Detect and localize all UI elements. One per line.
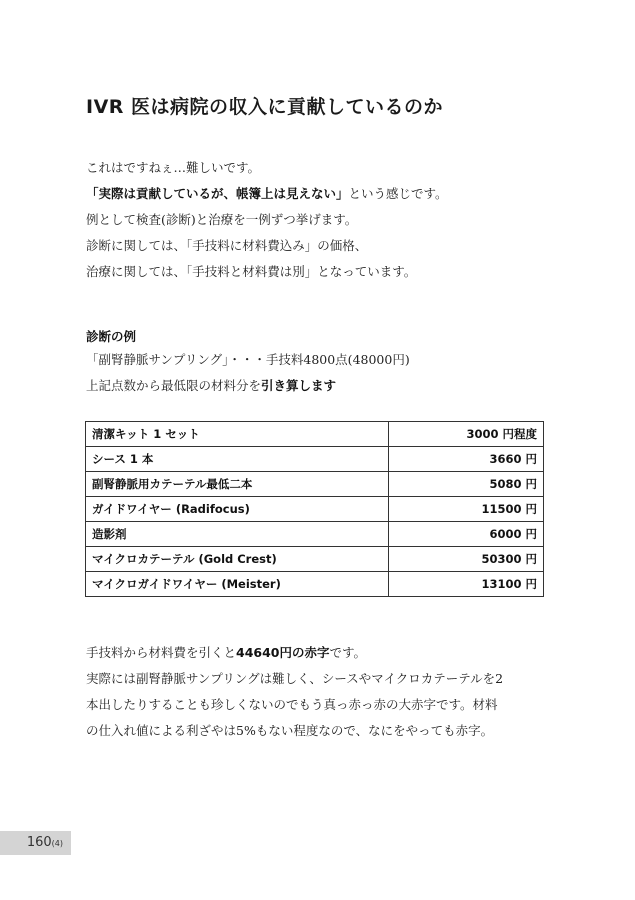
intro-line: 診断に関しては、「手技料に材料費込み」の価格、 [86, 238, 368, 253]
item-name: 清潔キット 1 セット [86, 422, 389, 447]
diagnosis-emphasis: 引き算します [261, 378, 337, 393]
intro-line: 治療に関しては、「手技料と材料費は別」となっています。 [86, 264, 417, 279]
intro-emphasis: 「実際は貢献しているが、帳簿上は見えない」 [86, 186, 349, 201]
item-name: 副腎静脈用カテーテル最低二本 [86, 472, 389, 497]
page-number-tab [0, 831, 71, 855]
item-price: 50300 円 [389, 547, 544, 572]
conclusion-text: 手技料から材料費を引くと [86, 645, 237, 660]
conclusion-line: 本出したりすることも珍しくないのでもう真っ赤っ赤の大赤字です。材料 [86, 697, 498, 712]
table-row [86, 472, 544, 497]
material-cost-table [85, 421, 544, 597]
diagnosis-paragraph [86, 347, 410, 399]
conclusion-line: の仕入れ値による利ざやは5%もない程度なので、なにをやっても赤字。 [86, 723, 494, 738]
conclusion-line: 実際には副腎静脈サンプリングは難しく、シースやマイクロカテーテルを2 [86, 671, 504, 686]
intro-paragraph [86, 155, 448, 285]
table-row [86, 447, 544, 472]
page-number-main: 160 [26, 835, 52, 850]
page-number-sub: (4) [51, 839, 63, 848]
table-row [86, 572, 544, 597]
item-price: 3000 円程度 [389, 422, 544, 447]
intro-line [86, 181, 448, 207]
item-name: 造影剤 [86, 522, 389, 547]
deficit-emphasis: 44640円の赤字 [236, 645, 330, 660]
item-name: マイクロガイドワイヤー (Meister) [86, 572, 389, 597]
diagnosis-heading: 診断の例 [86, 329, 137, 344]
item-price: 11500 円 [389, 497, 544, 522]
diagnosis-line: 「副腎静脈サンプリング」・・・手技料4800点(48000円) [86, 352, 410, 367]
item-name: シース 1 本 [86, 447, 389, 472]
page-number [27, 835, 63, 850]
item-price: 5080 円 [389, 472, 544, 497]
item-price: 3660 円 [389, 447, 544, 472]
item-name: ガイドワイヤー (Radifocus) [86, 497, 389, 522]
item-price: 6000 円 [389, 522, 544, 547]
conclusion-line [86, 640, 503, 666]
conclusion-text: です。 [329, 645, 367, 660]
diagnosis-line [86, 373, 410, 399]
page-title: IVR 医は病院の収入に貢献しているのか [86, 96, 444, 118]
intro-line: 例として検査(診断)と治療を一例ずつ挙げます。 [86, 212, 358, 227]
item-price: 13100 円 [389, 572, 544, 597]
conclusion-paragraph [86, 640, 503, 744]
intro-line: これはですねぇ…難しいです。 [86, 160, 261, 175]
table-row [86, 422, 544, 447]
intro-text: という感じです。 [348, 186, 448, 201]
table-row [86, 497, 544, 522]
item-name: マイクロカテーテル (Gold Crest) [86, 547, 389, 572]
table-row [86, 522, 544, 547]
diagnosis-text: 上記点数から最低限の材料分を [86, 378, 262, 393]
table-row [86, 547, 544, 572]
